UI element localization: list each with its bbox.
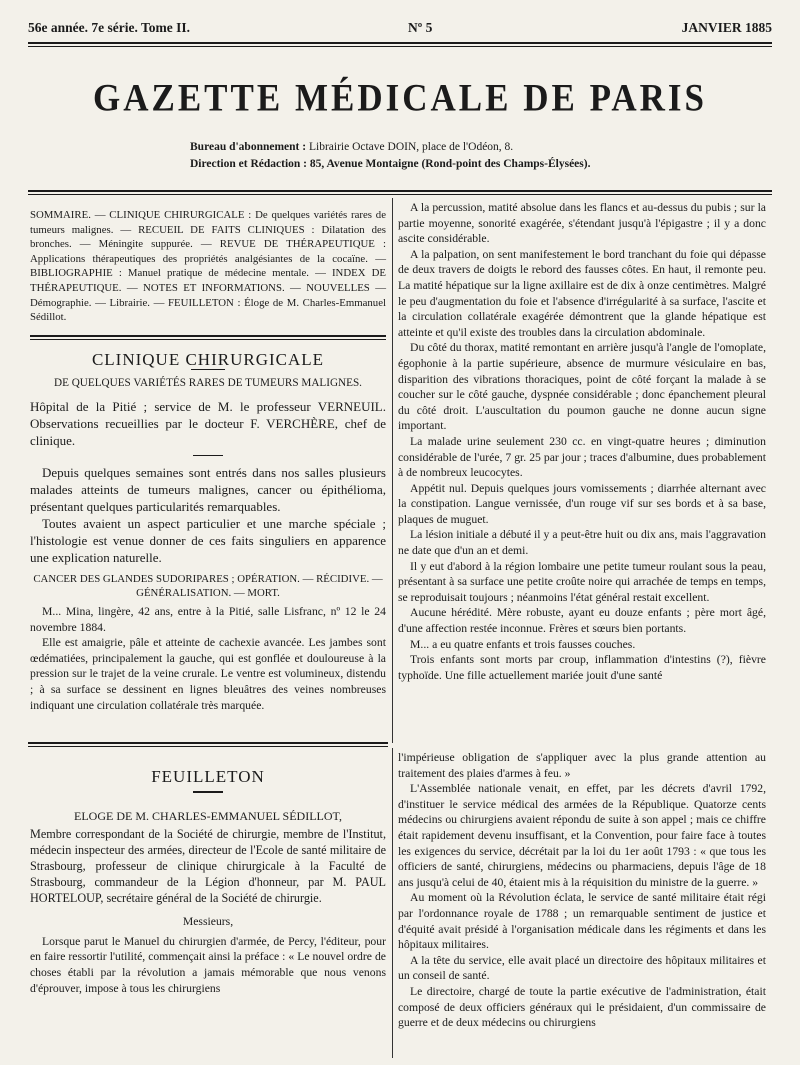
right-p2: A la palpation, on sent manifestement le bord tranchant du foie qui dépasse de deux travers de doigts le rebord des fausses côtes. En haut, il remonte peu. La matité hépatique sur la ligne axillaire est de dix à onze centimètres. Malgré le peu d'augmentation du foie et l'absence d'irrégularité à sa surface, l'ascite et la circulation collatérale exagérée démontrent que la glande hépatique est atteinte et qu'il existe des troubles dans la circulation abdominale.	[398, 247, 766, 339]
right-p3: Du côté du thorax, matité remontant en arrière jusqu'à l'angle de l'omoplate, égophonie à la partie supérieure, absence de murmure vésiculaire en bas, disparition des vibrations thoraciques, point de côté forçant la malade à se coucher sur le côté gauche, dyspnée considérable ; donc épanchement pleural du côté droit. L'auscultation du poumon gauche ne donne aucun signe important.	[398, 341, 766, 433]
clinique-p3: M... Mina, lingère, 42 ans, entre à la Pitié, salle Lisfranc, nº 12 le 24 novembre 1884.	[30, 604, 386, 634]
rb-p1: l'impérieuse obligation de s'appliquer avec la plus grande attention au traitement des plaies d'armes à feu. »	[398, 751, 766, 780]
feuilleton-column	[30, 765, 386, 996]
clinique-p4: Elle est amaigrie, pâle et atteinte de cachexie avancée. Les jambes sont œdématiées, principalement la gauche, qui est gonflée et douloureuse à la pression sur le trajet de la veine crurale. Le ventre est volumineux, distendu ; à sa surface se dessinent en lignes bleuâtres des veines nombreuses indiquant une circulation collatérale très marquée.	[30, 636, 386, 712]
feuilleton-title: FEUILLETON	[151, 767, 265, 786]
right-column-top	[398, 200, 766, 683]
sommaire-rule	[30, 335, 386, 337]
issue-number: Nº 5	[408, 20, 433, 35]
feuilleton-p1: Lorsque parut le Manuel du chirurgien d'armée, de Percy, l'éditeur, pour en faire ressortir l'utilité, commençait ainsi la préface : « Le nouvel ordre de choses établi par la révolution a jamais mémorable que nous venons d'éprouver, impose à tous les chirurgiens	[30, 934, 386, 995]
clinique-intro: Hôpital de la Pitié ; service de M. le professeur VERNEUIL. Observations recueillies par le docteur F. VERCHÈRE, chef de clinique.	[30, 398, 386, 448]
right-p9: M... a eu quatre enfants et trois fausses couches.	[410, 637, 636, 651]
masthead-rule-thin	[28, 194, 772, 195]
left-column-top	[30, 208, 386, 713]
feuilleton-subtitle: ELOGE DE M. CHARLES-EMMANUEL SÉDILLOT,	[74, 808, 342, 823]
top-rule-thin	[28, 46, 772, 47]
clinique-p1: Depuis quelques semaines sont entrés dans nos salles plusieurs malades atteints de tumeurs malignes, cancer ou épithélioma, présentant quelques particularités remarquables.	[30, 464, 386, 514]
issue-year: 56e année. 7e série. Tome II.	[28, 20, 190, 35]
bureau-info	[190, 139, 590, 173]
issue-date: JANVIER 1885	[681, 20, 772, 35]
column-divider-bottom	[392, 748, 393, 1058]
clinique-intro-block	[30, 398, 386, 449]
clinique-dash	[191, 369, 225, 370]
feuilleton-intro: Membre correspondant de la Société de chirurgie, membre de l'Institut, médecin inspecteur des armées, directeur de l'Ecole de santé militaire de Strasbourg, professeur de clinique chirurgicale à la Faculté de Strasbourg, commandeur de la Légion d'honneur, par M. PAUL HORTELOUP, secrétaire général de la Société de chirurgie.	[30, 827, 386, 906]
rb-p3: Au moment où la Révolution éclata, le service de santé militaire était régi par l'ordonnance royale de 1788 ; un remarquable sentiment de justice et d'équité avait présidé à l'organisation médicale dans les régiments et dans les hôpitaux militaires.	[398, 891, 766, 952]
bureau-value: Librairie Octave DOIN, place de l'Odéon, 8.	[306, 141, 514, 153]
right-p10: Trois enfants sont morts par croup, inflammation d'intestins (?), fièvre typhoïde. Une fille actuellement mariée jouit d'une santé	[398, 653, 766, 682]
issue-line	[28, 18, 772, 38]
feuilleton-salutation: Messieurs,	[182, 915, 234, 929]
sommaire-rule-thin	[30, 339, 386, 340]
right-column-bottom	[398, 750, 766, 1031]
right-p5: Appétit nul. Depuis quelques jours vomissements ; diarrhée alternant avec la constipation. Langue vernissée, d'un rouge vif sur ses bords et à sa base, plaques de muguet.	[398, 481, 766, 526]
column-divider-top	[392, 198, 393, 743]
feuilleton-intro-block	[30, 826, 386, 906]
right-p7: Il y eut d'abord à la région lombaire une petite tumeur roulant sous la peau, présentant à sa surface une petite croûte noire qui arrachée de temps en temps, se reproduisait toujours ; néanmoins l'état général restait excellent.	[398, 559, 766, 604]
intro-dash	[193, 455, 223, 456]
clinique-title: CLINIQUE CHIRURGICALE	[91, 349, 325, 369]
cancer-heading: CANCER DES GLANDES SUDORIPARES ; OPÉRATION. — RÉCIDIVE. — GÉNÉRALISATION. — MORT.	[33, 572, 383, 599]
rb-p2: L'Assemblée nationale venait, en effet, par les décrets d'avril 1792, d'instituer le service médical des armées de la République. Quatorze cents médecins ou chirurgiens avaient répondu de suite à son appel ; mais ce chiffre était rapidement devenu insuffisant, et la Convention, pour faire face à toutes les exigences du service, décrétait par la loi du 1er août 1793 : « que tous les officiers de santé, chirurgiens, médecins ou pharmaciens, depuis l'âge de 18 ans jusqu'à celui de 40, étaient mis à la réquisition du ministre de la guerre. »	[398, 782, 766, 889]
feuilleton-rule	[28, 742, 388, 744]
top-rule	[28, 42, 772, 44]
clinique-body	[30, 464, 386, 566]
feuilleton-dash	[193, 791, 223, 793]
rb-p5: Le directoire, chargé de toute la partie exécutive de l'administration, était composé de deux officiers généraux qui le présidaient, d'un commissaire de guerre et de deux médecins ou chirurgiens	[398, 984, 766, 1030]
masthead-rule	[28, 190, 772, 192]
rb-p4: A la tête du service, elle avait placé un directoire des hôpitaux militaires et un conseil de santé.	[398, 953, 766, 983]
right-p1: A la percussion, matité absolue dans les flancs et au-dessus du pubis ; sur la partie moyenne, sonorité exagérée, s'étendant jusqu'à l'épigastre ; il y a donc ascite considérable.	[398, 201, 766, 246]
newspaper-title: GAZETTE MÉDICALE DE PARIS	[92, 75, 708, 120]
bureau-label: Bureau d'abonnement :	[190, 141, 307, 153]
right-p8: Aucune hérédité. Mère robuste, ayant eu douze enfants ; père mort âgé, d'une affection restée inconnue. Frères et sœurs bien portants.	[398, 606, 766, 636]
feuilleton-rule-thin	[28, 746, 388, 747]
direction-line: Direction et Rédaction : 85, Avenue Montaigne (Rond-point des Champs-Élysées).	[190, 158, 591, 170]
sommaire	[30, 208, 386, 325]
clinique-p2: Toutes avaient un aspect particulier et une marche spéciale ; l'histologie est venue donner de ces faits singuliers en apparence une explication naturelle.	[30, 515, 386, 565]
sommaire-text: SOMMAIRE. — CLINIQUE CHIRURGICALE : De quelques variétés rares de tumeurs malignes. — RECUEIL DE FAITS CLINIQUES : Dilatation des bronches. — Méningite suppurée. — REVUE DE THÉRAPEUTIQUE : Applications thérapeutiques des propriétés analgésiantes de la cocaïne. — BIBLIOGRAPHIE : Manuel pratique de médecine mentale. — INDEX DE THÉRAPEUTIQUE. — NOTES ET INFORMATIONS. — NOUVELLES — Démographie. — Librairie. — FEUILLETON : Éloge de M. Charles-Emmanuel Sédillot.	[30, 209, 386, 324]
right-p4: La malade urine seulement 230 cc. en vingt-quatre heures ; diminution considérable de l'urée, 7 gr. 25 par jour ; traces d'albumine, dues probablement à de nombreux leucocytes.	[398, 434, 766, 480]
clinique-subtitle: DE QUELQUES VARIÉTÉS RARES DE TUMEURS MALIGNES.	[54, 377, 362, 390]
right-p6: La lésion initiale a débuté il y a peut-être huit ou dix ans, mais l'aggravation ne date que d'un an et demi.	[398, 528, 766, 558]
